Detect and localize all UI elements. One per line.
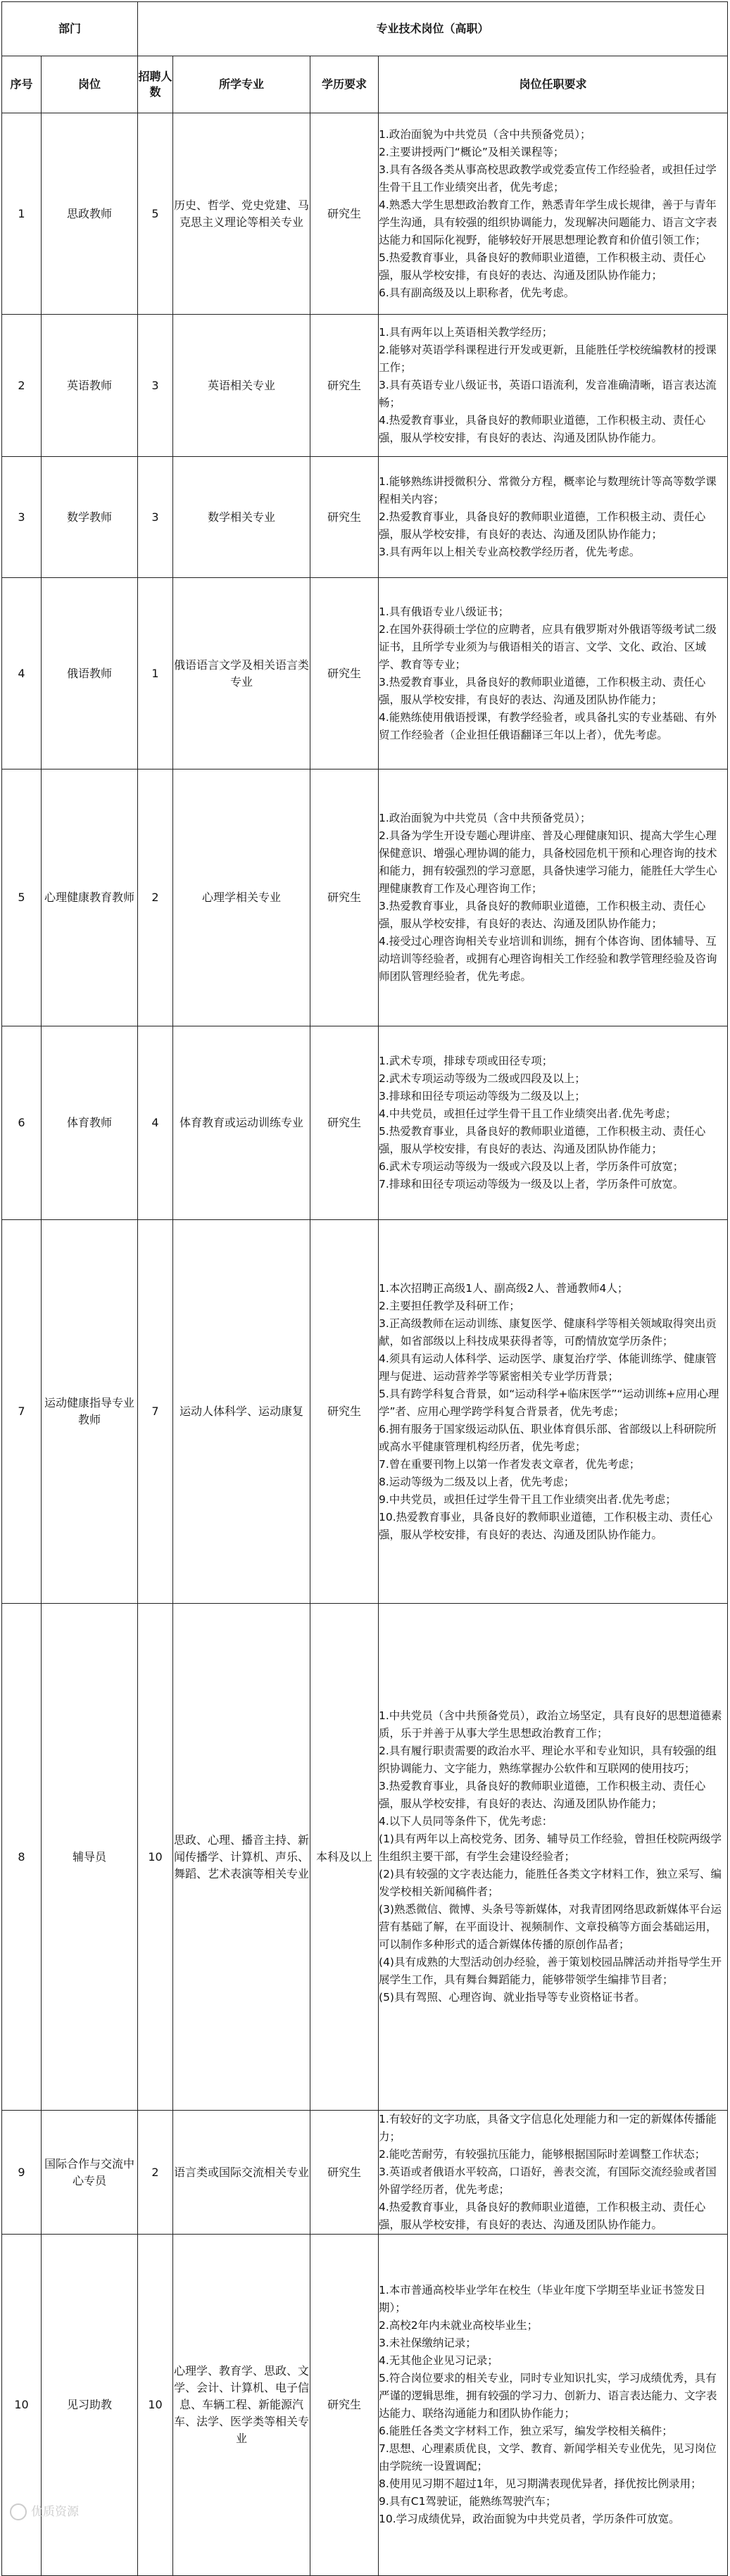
cell-seq: 4 (2, 578, 42, 769)
cell-degree: 研究生 (310, 2111, 379, 2235)
cell-post: 见习助教 (42, 2235, 138, 2576)
requirement-item: 3.具有两年以上相关专业高校教学经历者，优先考虑。 (379, 546, 641, 558)
cell-count: 2 (138, 2111, 173, 2235)
requirement-item: 1.政治面貌为中共党员（含中共预备党员）； (379, 812, 591, 824)
requirement-item: 2.高校2年内未就业高校毕业生； (379, 2319, 539, 2332)
requirement-item: 4.热爱教育事业，具备良好的教师职业道德，工作积极主动、责任心强，服从学校安排，有良好的表达、沟通及团队协作能力。 (379, 2201, 706, 2231)
requirement-item: 2.主要担任教学及科研工作； (379, 1299, 520, 1312)
requirement-item: 3.具有英语专业八级证书，英语口语流利，发音准确清晰，语言表达流畅； (379, 379, 717, 409)
logo-circle-icon (10, 2503, 27, 2520)
cell-seq: 10 (2, 2235, 42, 2576)
cell-post: 运动健康指导专业教师 (42, 1220, 138, 1604)
cell-requirements (379, 1604, 728, 2111)
cell-major: 心理学、教育学、思政、文学、会计、计算机、电子信息、车辆工程、新能源汽车、法学、医学类等相关专业 (173, 2235, 310, 2576)
col-seq-header: 序号 (2, 56, 42, 113)
cell-seq: 6 (2, 1026, 42, 1220)
requirement-item: 3.正高级教师在运动训练、康复医学、健康科学等相关领域取得突出贡献，如省部级以上科技成果获得者等，可酌情放宽学历条件； (379, 1317, 717, 1347)
recruitment-table (1, 1, 728, 2576)
cell-requirements (379, 2111, 728, 2235)
requirement-item: 7.排球和田径专项运动等级为一级及以上者，学历条件可放宽。 (379, 1178, 684, 1190)
col-count-header: 招聘人数 (138, 56, 173, 113)
cell-requirements (379, 2235, 728, 2576)
cell-count: 3 (138, 457, 173, 578)
cell-seq: 8 (2, 1604, 42, 2111)
table-row (2, 1026, 728, 1220)
requirement-item: 4.以下人员同等条件下，优先考虑： (379, 1815, 553, 1828)
cell-requirements (379, 113, 728, 315)
cell-count: 10 (138, 2235, 173, 2576)
cell-seq: 9 (2, 2111, 42, 2235)
requirement-item: 6.武术专项运动等级为一级或六段及以上者，学历条件可放宽； (379, 1160, 684, 1173)
cell-post: 心理健康教育教师 (42, 769, 138, 1026)
requirement-item: 3.具有各级各类从事高校思政教学或党委宣传工作经验者，或担任过学生骨干且工作业绩突出者，优先考虑； (379, 163, 717, 194)
requirement-item: (4)具有成熟的大型活动创办经验，善于策划校园品牌活动并指导学生开展学生工作，具有舞台舞蹈能力，能够带领学生编排节目者； (379, 1956, 722, 1986)
cell-degree: 研究生 (310, 315, 379, 457)
table-row (2, 2111, 728, 2235)
requirement-item: 7.曾在重要刊物上以第一作者发表文章者，优先考虑； (379, 1457, 641, 1471)
cell-requirements (379, 769, 728, 1026)
cell-requirements (379, 578, 728, 769)
cell-degree: 本科及以上 (310, 1604, 379, 2111)
cell-post: 体育教师 (42, 1026, 138, 1220)
category-header: 专业技术岗位（高职） (138, 2, 728, 56)
cell-count: 2 (138, 769, 173, 1026)
cell-count: 1 (138, 578, 173, 769)
table-row (2, 113, 728, 315)
col-post-header: 岗位 (42, 56, 138, 113)
cell-degree: 研究生 (310, 1026, 379, 1220)
requirement-item: 2.能够对英语学科课程进行开发或更新，且能胜任学校统编教材的授课工作； (379, 344, 717, 374)
table-row (2, 315, 728, 457)
cell-degree: 研究生 (310, 1220, 379, 1604)
requirement-item: 5.热爱教育事业，具备良好的教师职业道德，工作积极主动、责任心强，服从学校安排，有良好的表达、沟通及团队协作能力； (379, 251, 706, 282)
requirement-item: 3.英语或者俄语水平较高，口语好，善表交流，有国际交流经验或者国外留学经历者，优先考虑； (379, 2166, 717, 2196)
cell-major: 体育教育或运动训练专业 (173, 1026, 310, 1220)
requirement-item: 4.中共党员，或担任过学生骨干且工作业绩突出者.优先考虑； (379, 1107, 676, 1120)
requirement-item: 10.学习成绩优异，政治面貌为中共党员者，学历条件可放宽。 (379, 2513, 680, 2525)
table-row (2, 457, 728, 578)
requirement-item: 5.具有跨学科复合背景，如“运动科学+临床医学”“运动训练+应用心理学”者、应用心理学跨学科复合背景者，优先考虑； (379, 1387, 719, 1418)
requirement-item: 10.热爱教育事业，具备良好的教师职业道德，工作积极主动、责任心强，服从学校安排，有良好的表达、沟通及团队协作能力。 (379, 1510, 713, 1541)
dept-header: 部门 (2, 2, 138, 56)
requirement-item: 2.具有履行职责需要的政治水平、理论水平和专业知识，具有较强的组织协调能力、文字能力，熟练掌握办公软件和互联网的使用技巧； (379, 1745, 717, 1775)
requirement-item: 6.具有副高级及以上职称者，优先考虑。 (379, 286, 575, 299)
cell-major: 历史、哲学、党史党建、马克思主义理论等相关专业 (173, 113, 310, 315)
cell-degree: 研究生 (310, 457, 379, 578)
requirement-item: 2.武术专项运动等级为二级或四段及以上； (379, 1072, 586, 1085)
cell-major: 英语相关专业 (173, 315, 310, 457)
requirement-item: 8.使用见习期不超过1年，见习期满表现优异者，择优按比例录用； (379, 2477, 702, 2490)
cell-count: 4 (138, 1026, 173, 1220)
requirement-item: 4.无其他企业见习记录； (379, 2354, 498, 2367)
cell-post: 国际合作与交流中心专员 (42, 2111, 138, 2235)
requirement-item: 3.热爱教育事业，具备良好的教师职业道德，工作积极主动、责任心强，服从学校安排，有良好的表达、沟通及团队协作能力； (379, 675, 706, 706)
cell-degree: 研究生 (310, 2235, 379, 2576)
cell-major: 俄语语言文学及相关语言类专业 (173, 578, 310, 769)
requirement-item: 2.在国外获得硕士学位的应聘者，应具有俄罗斯对外俄语等级考试二级证书，且所学专业须为与俄语相关的语言、文学、文化、政治、区域学、教育等专业； (379, 622, 717, 671)
cell-seq: 7 (2, 1220, 42, 1604)
requirement-item: 2.热爱教育事业，具备良好的教师职业道德，工作积极主动、责任心强，服从学校安排，有良好的表达、沟通及团队协作能力； (379, 510, 706, 541)
requirement-item: 3.排球和田径专项运动等级为二级及以上； (379, 1090, 586, 1102)
cell-post: 辅导员 (42, 1604, 138, 2111)
requirement-item: (5)具有驾照、心理咨询、就业指导等专业资格证书者。 (379, 1991, 646, 2004)
table-row (2, 1604, 728, 2111)
requirement-item: 3.热爱教育事业，具备良好的教师职业道德，工作积极主动、责任心强，服从学校安排，有良好的表达、沟通及团队协作能力； (379, 900, 706, 930)
cell-count: 10 (138, 1604, 173, 2111)
requirement-item: (3)熟悉微信、微博、头条号等新媒体，对我青团网络思政新媒体平台运营有基础了解，在平面设计、视频制作、文章投稿等方面会基础运用，可以制作多种形式的适合新媒体传播的原创作品者； (379, 1903, 722, 1951)
watermark-text: 优质资源 (31, 2505, 79, 2519)
cell-count: 3 (138, 315, 173, 457)
requirement-item: 5.符合岗位要求的相关专业，同时专业知识扎实，学习成绩优秀，具有严谨的逻辑思维，拥有较强的学习力、创新力、语言表达能力、文字表达能力、联络沟通能力和团队协作能力； (379, 2372, 717, 2420)
table-row (2, 1220, 728, 1604)
requirement-item: 9.具有C1驾驶证，能熟练驾驶汽车； (379, 2495, 557, 2508)
cell-major: 数学相关专业 (173, 457, 310, 578)
requirement-item: 1.中共党员（含中共预备党员），政治立场坚定，具有良好的思想道德素质，乐于并善于从事大学生思想政治教育工作； (379, 1709, 722, 1740)
cell-major: 心理学相关专业 (173, 769, 310, 1026)
cell-requirements (379, 1026, 728, 1220)
requirement-item: 1.有较好的文字功底，具备文字信息化处理能力和一定的新媒体传播能力； (379, 2113, 717, 2143)
table-row (2, 769, 728, 1026)
requirement-item: 5.热爱教育事业，具备良好的教师职业道德，工作积极主动、责任心强，服从学校安排，有良好的表达、沟通及团队协作能力； (379, 1125, 706, 1155)
requirement-item: 6.拥有服务于国家级运动队伍、职业体育俱乐部、省部级以上科研院所或高水平健康管理机构经历者，优先考虑； (379, 1422, 717, 1453)
requirement-item: 9.中共党员，或担任过学生骨干且工作业绩突出者.优先考虑； (379, 1493, 676, 1506)
cell-post: 英语教师 (42, 315, 138, 457)
requirement-item: 1.能够熟练讲授微积分、常微分方程，概率论与数理统计等高等数学课程相关内容； (379, 475, 717, 505)
cell-degree: 研究生 (310, 113, 379, 315)
cell-major: 运动人体科学、运动康复 (173, 1220, 310, 1604)
requirement-item: 4.须具有运动人体科学、运动医学、康复治疗学、体能训练学、健康管理与促进、运动营养学等紧密相关专业学历背景； (379, 1352, 717, 1383)
col-major-header: 所学专业 (173, 56, 310, 113)
requirement-item: 8.运动等级为二级及以上者，优先考虑； (379, 1475, 575, 1488)
header-row-columns (2, 56, 728, 113)
header-row-top (2, 2, 728, 56)
requirement-item: (1)具有两年以上高校党务、团务、辅导员工作经验，曾担任校院两级学生组织主要干部，有学生会建设经验者； (379, 1833, 722, 1863)
cell-count: 7 (138, 1220, 173, 1604)
cell-post: 思政教师 (42, 113, 138, 315)
requirement-item: 1.政治面貌为中共党员（含中共预备党员）； (379, 127, 591, 141)
requirement-item: 4.接受过心理咨询相关专业培训和训练，拥有个体咨询、团体辅导、互动培训等经验者，或拥有心理咨询相关工作经验和教学管理经验及咨询师团队管理经验者，优先考虑。 (379, 935, 717, 983)
cell-count: 5 (138, 113, 173, 315)
requirement-item: 3.未社保缴纳记录； (379, 2337, 477, 2349)
col-degree-header: 学历要求 (310, 56, 379, 113)
requirement-item: 6.能胜任各类文字材料工作，独立采写，编发学校相关稿件； (379, 2425, 673, 2437)
cell-seq: 1 (2, 113, 42, 315)
cell-major: 思政、心理、播音主持、新闻传播学、计算机、声乐、舞蹈、艺术表演等相关专业 (173, 1604, 310, 2111)
requirement-item: 1.本市普通高校毕业学年在校生（毕业年度下学期至毕业证书签发日期）； (379, 2284, 706, 2314)
cell-requirements (379, 457, 728, 578)
requirement-item: 1.具有两年以上英语相关教学经历； (379, 326, 553, 339)
requirement-item: 1.本次招聘正高级1人、副高级2人、普通教师4人； (379, 1281, 629, 1295)
requirement-item: 4.热爱教育事业，具备良好的教师职业道德，工作积极主动、责任心强，服从学校安排，有良好的表达、沟通及团队协作能力。 (379, 414, 706, 444)
watermark (10, 2501, 79, 2520)
cell-seq: 5 (2, 769, 42, 1026)
cell-post: 俄语教师 (42, 578, 138, 769)
col-requirements-header: 岗位任职要求 (379, 56, 728, 113)
requirement-item: 4.能熟练使用俄语授课，有教学经验者，或具备扎实的专业基础、有外贸工作经验者（企业担任俄语翻译三年以上者），优先考虑。 (379, 710, 717, 741)
requirement-item: (2)具有较强的文字表达能力，能胜任各类文字材料工作，独立采写、编发学校相关新闻稿件者； (379, 1868, 722, 1898)
cell-post: 数学教师 (42, 457, 138, 578)
table-row (2, 578, 728, 769)
cell-major: 语言类或国际交流相关专业 (173, 2111, 310, 2235)
cell-requirements (379, 315, 728, 457)
cell-degree: 研究生 (310, 769, 379, 1026)
requirement-item: 2.主要讲授两门“概论”及相关课程等； (379, 145, 565, 158)
cell-seq: 2 (2, 315, 42, 457)
requirement-item: 1.武术专项，排球专项或田径专项； (379, 1055, 553, 1067)
cell-degree: 研究生 (310, 578, 379, 769)
requirement-item: 3.热爱教育事业，具备良好的教师职业道德，工作积极主动、责任心强，服从学校安排，有良好的表达、沟通及团队协作能力； (379, 1780, 706, 1810)
requirement-item: 1.具有俄语专业八级证书； (379, 605, 510, 618)
cell-requirements (379, 1220, 728, 1604)
cell-seq: 3 (2, 457, 42, 578)
requirement-item: 7.思想、心理素质优良，文学、教育、新闻学相关专业优先，见习岗位由学院统一设置调配； (379, 2442, 717, 2473)
table-row (2, 2235, 728, 2576)
requirement-item: 4.熟悉大学生思想政治教育工作，熟悉青年学生成长规律，善于与青年学生沟通，具有较强的组织协调能力，发现解决问题能力、语言文字表达能力和国际化视野，能够较好开展思想理论教育和价值引领工作； (379, 198, 717, 246)
requirement-item: 2.能吃苦耐劳，有较强抗压能力，能够根据国际时差调整工作状态； (379, 2148, 706, 2161)
requirement-item: 2.具备为学生开设专题心理讲座、普及心理健康知识、提高大学生心理保健意识、增强心理协调的能力，具备校园危机干预和心理咨询的技术和能力，拥有较强烈的学习意愿，具备快速学习能力，能胜任大学生心理健康教育工作及心理咨询工作； (379, 829, 717, 895)
